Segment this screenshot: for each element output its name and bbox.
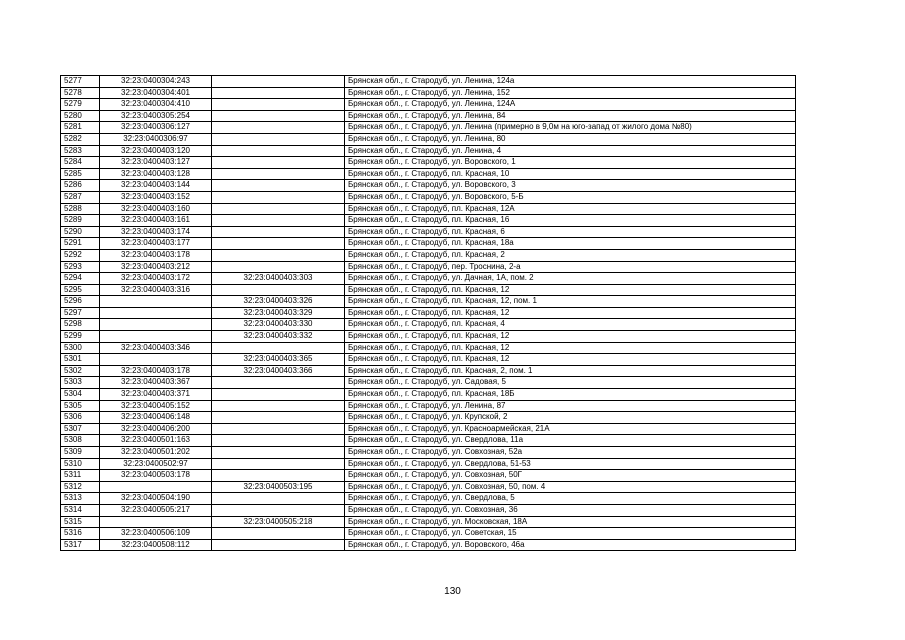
address-cell: Брянская обл., г. Стародуб, пл. Красная, 2 [345, 249, 796, 261]
address-cell: Брянская обл., г. Стародуб, ул. Московская, 18А [345, 516, 796, 528]
row-number-cell: 5297 [61, 307, 100, 319]
row-number-cell: 5307 [61, 423, 100, 435]
secondary-cadastral-number-cell [212, 76, 345, 88]
cadastral-number-cell [100, 319, 212, 331]
row-number-cell: 5280 [61, 110, 100, 122]
row-number-cell: 5298 [61, 319, 100, 331]
row-number-cell: 5285 [61, 168, 100, 180]
row-number-cell: 5291 [61, 238, 100, 250]
table-row [61, 157, 796, 169]
table-row [61, 400, 796, 412]
secondary-cadastral-number-cell [212, 145, 345, 157]
address-cell: Брянская обл., г. Стародуб, ул. Ленина, 4 [345, 145, 796, 157]
table-row [61, 180, 796, 192]
address-cell: Брянская обл., г. Стародуб, ул. Ленина (примерно в 9,0м на юго-запад от жилого дома №80) [345, 122, 796, 134]
table-row [61, 76, 796, 88]
cadastral-number-cell: 32:23:0400304:410 [100, 99, 212, 111]
cadastral-number-cell [100, 296, 212, 308]
cadastral-number-cell: 32:23:0400506:109 [100, 528, 212, 540]
cadastral-number-cell [100, 331, 212, 343]
cadastral-number-cell: 32:23:0400504:190 [100, 493, 212, 505]
row-number-cell: 5308 [61, 435, 100, 447]
table-row [61, 110, 796, 122]
cadastral-number-cell: 32:23:0400403:120 [100, 145, 212, 157]
secondary-cadastral-number-cell [212, 400, 345, 412]
address-cell: Брянская обл., г. Стародуб, ул. Свердлова, 5 [345, 493, 796, 505]
secondary-cadastral-number-cell: 32:23:0400403:366 [212, 365, 345, 377]
address-cell: Брянская обл., г. Стародуб, ул. Дачная, 1А, пом. 2 [345, 273, 796, 285]
secondary-cadastral-number-cell [212, 191, 345, 203]
row-number-cell: 5304 [61, 389, 100, 401]
address-cell: Брянская обл., г. Стародуб, пл. Красная, 12, пом. 1 [345, 296, 796, 308]
address-cell: Брянская обл., г. Стародуб, пер. Троснина, 2-а [345, 261, 796, 273]
address-cell: Брянская обл., г. Стародуб, ул. Свердлова, 51-53 [345, 458, 796, 470]
cadastral-number-cell: 32:23:0400403:128 [100, 168, 212, 180]
secondary-cadastral-number-cell [212, 226, 345, 238]
registry-table-body [61, 76, 796, 551]
cadastral-number-cell: 32:23:0400403:172 [100, 273, 212, 285]
address-cell: Брянская обл., г. Стародуб, ул. Советская, 15 [345, 528, 796, 540]
table-row [61, 168, 796, 180]
table-row [61, 145, 796, 157]
row-number-cell: 5300 [61, 342, 100, 354]
row-number-cell: 5278 [61, 87, 100, 99]
address-cell: Брянская обл., г. Стародуб, пл. Красная, 18а [345, 238, 796, 250]
cadastral-number-cell: 32:23:0400403:371 [100, 389, 212, 401]
row-number-cell: 5290 [61, 226, 100, 238]
row-number-cell: 5317 [61, 539, 100, 551]
secondary-cadastral-number-cell [212, 122, 345, 134]
address-cell: Брянская обл., г. Стародуб, пл. Красная, 16 [345, 215, 796, 227]
cadastral-number-cell: 32:23:0400501:163 [100, 435, 212, 447]
table-row [61, 296, 796, 308]
row-number-cell: 5289 [61, 215, 100, 227]
row-number-cell: 5310 [61, 458, 100, 470]
address-cell: Брянская обл., г. Стародуб, пл. Красная, 12 [345, 342, 796, 354]
table-row [61, 412, 796, 424]
secondary-cadastral-number-cell: 32:23:0400505:218 [212, 516, 345, 528]
row-number-cell: 5294 [61, 273, 100, 285]
property-registry-table [60, 75, 796, 551]
cadastral-number-cell: 32:23:0400403:174 [100, 226, 212, 238]
address-cell: Брянская обл., г. Стародуб, пл. Красная, 18Б [345, 389, 796, 401]
address-cell: Брянская обл., г. Стародуб, ул. Ленина, 124А [345, 99, 796, 111]
table-row [61, 342, 796, 354]
row-number-cell: 5281 [61, 122, 100, 134]
row-number-cell: 5286 [61, 180, 100, 192]
address-cell: Брянская обл., г. Стародуб, ул. Воровского, 46а [345, 539, 796, 551]
table-row [61, 238, 796, 250]
secondary-cadastral-number-cell [212, 238, 345, 250]
secondary-cadastral-number-cell [212, 249, 345, 261]
row-number-cell: 5282 [61, 133, 100, 145]
table-row [61, 470, 796, 482]
table-row [61, 481, 796, 493]
cadastral-number-cell: 32:23:0400304:243 [100, 76, 212, 88]
row-number-cell: 5293 [61, 261, 100, 273]
cadastral-number-cell: 32:23:0400503:178 [100, 470, 212, 482]
table-row [61, 365, 796, 377]
table-row [61, 516, 796, 528]
row-number-cell: 5312 [61, 481, 100, 493]
cadastral-number-cell: 32:23:0400501:202 [100, 447, 212, 459]
secondary-cadastral-number-cell [212, 203, 345, 215]
table-row [61, 377, 796, 389]
cadastral-number-cell: 32:23:0400403:152 [100, 191, 212, 203]
row-number-cell: 5316 [61, 528, 100, 540]
row-number-cell: 5295 [61, 284, 100, 296]
cadastral-number-cell: 32:23:0400508:112 [100, 539, 212, 551]
address-cell: Брянская обл., г. Стародуб, пл. Красная, 12 [345, 331, 796, 343]
secondary-cadastral-number-cell [212, 99, 345, 111]
secondary-cadastral-number-cell [212, 377, 345, 389]
address-cell: Брянская обл., г. Стародуб, пл. Красная, 10 [345, 168, 796, 180]
row-number-cell: 5279 [61, 99, 100, 111]
table-row [61, 307, 796, 319]
address-cell: Брянская обл., г. Стародуб, ул. Воровского, 5-Б [345, 191, 796, 203]
table-row [61, 539, 796, 551]
secondary-cadastral-number-cell [212, 423, 345, 435]
cadastral-number-cell: 32:23:0400403:316 [100, 284, 212, 296]
address-cell: Брянская обл., г. Стародуб, ул. Ленина, 152 [345, 87, 796, 99]
table-row [61, 249, 796, 261]
address-cell: Брянская обл., г. Стародуб, пл. Красная, 2, пом. 1 [345, 365, 796, 377]
secondary-cadastral-number-cell [212, 539, 345, 551]
table-row [61, 203, 796, 215]
cadastral-number-cell: 32:23:0400306:97 [100, 133, 212, 145]
table-row [61, 191, 796, 203]
cadastral-number-cell: 32:23:0400403:212 [100, 261, 212, 273]
address-cell: Брянская обл., г. Стародуб, пл. Красная, 4 [345, 319, 796, 331]
cadastral-number-cell: 32:23:0400505:217 [100, 504, 212, 516]
cadastral-number-cell: 32:23:0400406:200 [100, 423, 212, 435]
row-number-cell: 5292 [61, 249, 100, 261]
secondary-cadastral-number-cell [212, 470, 345, 482]
table-row [61, 226, 796, 238]
address-cell: Брянская обл., г. Стародуб, ул. Ленина, 87 [345, 400, 796, 412]
table-row [61, 133, 796, 145]
row-number-cell: 5302 [61, 365, 100, 377]
secondary-cadastral-number-cell [212, 157, 345, 169]
secondary-cadastral-number-cell [212, 389, 345, 401]
cadastral-number-cell: 32:23:0400502:97 [100, 458, 212, 470]
cadastral-number-cell: 32:23:0400403:177 [100, 238, 212, 250]
table-row [61, 435, 796, 447]
address-cell: Брянская обл., г. Стародуб, ул. Ленина, 80 [345, 133, 796, 145]
address-cell: Брянская обл., г. Стародуб, пл. Красная, 12 [345, 284, 796, 296]
row-number-cell: 5306 [61, 412, 100, 424]
table-row [61, 99, 796, 111]
address-cell: Брянская обл., г. Стародуб, пл. Красная, 12 [345, 307, 796, 319]
table-row [61, 447, 796, 459]
table-row [61, 389, 796, 401]
row-number-cell: 5287 [61, 191, 100, 203]
table-row [61, 331, 796, 343]
secondary-cadastral-number-cell [212, 87, 345, 99]
secondary-cadastral-number-cell [212, 110, 345, 122]
secondary-cadastral-number-cell [212, 412, 345, 424]
row-number-cell: 5299 [61, 331, 100, 343]
secondary-cadastral-number-cell: 32:23:0400403:332 [212, 331, 345, 343]
address-cell: Брянская обл., г. Стародуб, ул. Совхозная, 50Г [345, 470, 796, 482]
table-row [61, 284, 796, 296]
row-number-cell: 5296 [61, 296, 100, 308]
cadastral-number-cell: 32:23:0400403:161 [100, 215, 212, 227]
secondary-cadastral-number-cell [212, 133, 345, 145]
cadastral-number-cell: 32:23:0400306:127 [100, 122, 212, 134]
address-cell: Брянская обл., г. Стародуб, ул. Воровского, 3 [345, 180, 796, 192]
cadastral-number-cell: 32:23:0400403:178 [100, 249, 212, 261]
secondary-cadastral-number-cell: 32:23:0400403:329 [212, 307, 345, 319]
address-cell: Брянская обл., г. Стародуб, ул. Садовая, 5 [345, 377, 796, 389]
table-row [61, 423, 796, 435]
table-row [61, 87, 796, 99]
row-number-cell: 5301 [61, 354, 100, 366]
secondary-cadastral-number-cell [212, 504, 345, 516]
secondary-cadastral-number-cell [212, 261, 345, 273]
row-number-cell: 5311 [61, 470, 100, 482]
cadastral-number-cell: 32:23:0400406:148 [100, 412, 212, 424]
cadastral-number-cell: 32:23:0400403:367 [100, 377, 212, 389]
cadastral-number-cell: 32:23:0400305:254 [100, 110, 212, 122]
secondary-cadastral-number-cell [212, 458, 345, 470]
address-cell: Брянская обл., г. Стародуб, пл. Красная, 12 [345, 354, 796, 366]
row-number-cell: 5309 [61, 447, 100, 459]
secondary-cadastral-number-cell [212, 284, 345, 296]
row-number-cell: 5314 [61, 504, 100, 516]
cadastral-number-cell [100, 516, 212, 528]
secondary-cadastral-number-cell [212, 168, 345, 180]
table-row [61, 122, 796, 134]
secondary-cadastral-number-cell: 32:23:0400403:365 [212, 354, 345, 366]
address-cell: Брянская обл., г. Стародуб, ул. Крупской, 2 [345, 412, 796, 424]
table-row [61, 458, 796, 470]
table-row [61, 273, 796, 285]
table-row [61, 504, 796, 516]
cadastral-number-cell: 32:23:0400304:401 [100, 87, 212, 99]
row-number-cell: 5305 [61, 400, 100, 412]
address-cell: Брянская обл., г. Стародуб, ул. Воровского, 1 [345, 157, 796, 169]
row-number-cell: 5288 [61, 203, 100, 215]
cadastral-number-cell: 32:23:0400403:346 [100, 342, 212, 354]
table-row [61, 528, 796, 540]
address-cell: Брянская обл., г. Стародуб, ул. Красноармейская, 21А [345, 423, 796, 435]
secondary-cadastral-number-cell [212, 180, 345, 192]
cadastral-number-cell [100, 307, 212, 319]
cadastral-number-cell: 32:23:0400403:160 [100, 203, 212, 215]
cadastral-number-cell: 32:23:0400403:144 [100, 180, 212, 192]
table-row [61, 319, 796, 331]
cadastral-number-cell: 32:23:0400405:152 [100, 400, 212, 412]
address-cell: Брянская обл., г. Стародуб, ул. Совхозная, 36 [345, 504, 796, 516]
page-number: 130 [444, 586, 461, 597]
secondary-cadastral-number-cell [212, 493, 345, 505]
row-number-cell: 5283 [61, 145, 100, 157]
secondary-cadastral-number-cell [212, 342, 345, 354]
row-number-cell: 5315 [61, 516, 100, 528]
secondary-cadastral-number-cell [212, 528, 345, 540]
row-number-cell: 5277 [61, 76, 100, 88]
address-cell: Брянская обл., г. Стародуб, ул. Совхозная, 50, пом. 4 [345, 481, 796, 493]
secondary-cadastral-number-cell: 32:23:0400403:326 [212, 296, 345, 308]
address-cell: Брянская обл., г. Стародуб, ул. Совхозная, 52а [345, 447, 796, 459]
cadastral-number-cell [100, 481, 212, 493]
secondary-cadastral-number-cell: 32:23:0400403:330 [212, 319, 345, 331]
secondary-cadastral-number-cell [212, 435, 345, 447]
secondary-cadastral-number-cell [212, 215, 345, 227]
cadastral-number-cell [100, 354, 212, 366]
address-cell: Брянская обл., г. Стародуб, ул. Ленина, 124а [345, 76, 796, 88]
table-row [61, 215, 796, 227]
secondary-cadastral-number-cell: 32:23:0400403:303 [212, 273, 345, 285]
address-cell: Брянская обл., г. Стародуб, пл. Красная, 12А [345, 203, 796, 215]
row-number-cell: 5284 [61, 157, 100, 169]
address-cell: Брянская обл., г. Стародуб, ул. Свердлова, 11а [345, 435, 796, 447]
secondary-cadastral-number-cell [212, 447, 345, 459]
row-number-cell: 5303 [61, 377, 100, 389]
cadastral-number-cell: 32:23:0400403:127 [100, 157, 212, 169]
table-row [61, 493, 796, 505]
address-cell: Брянская обл., г. Стародуб, ул. Ленина, 84 [345, 110, 796, 122]
address-cell: Брянская обл., г. Стародуб, пл. Красная, 6 [345, 226, 796, 238]
row-number-cell: 5313 [61, 493, 100, 505]
table-row [61, 261, 796, 273]
secondary-cadastral-number-cell: 32:23:0400503:195 [212, 481, 345, 493]
table-row [61, 354, 796, 366]
cadastral-number-cell: 32:23:0400403:178 [100, 365, 212, 377]
